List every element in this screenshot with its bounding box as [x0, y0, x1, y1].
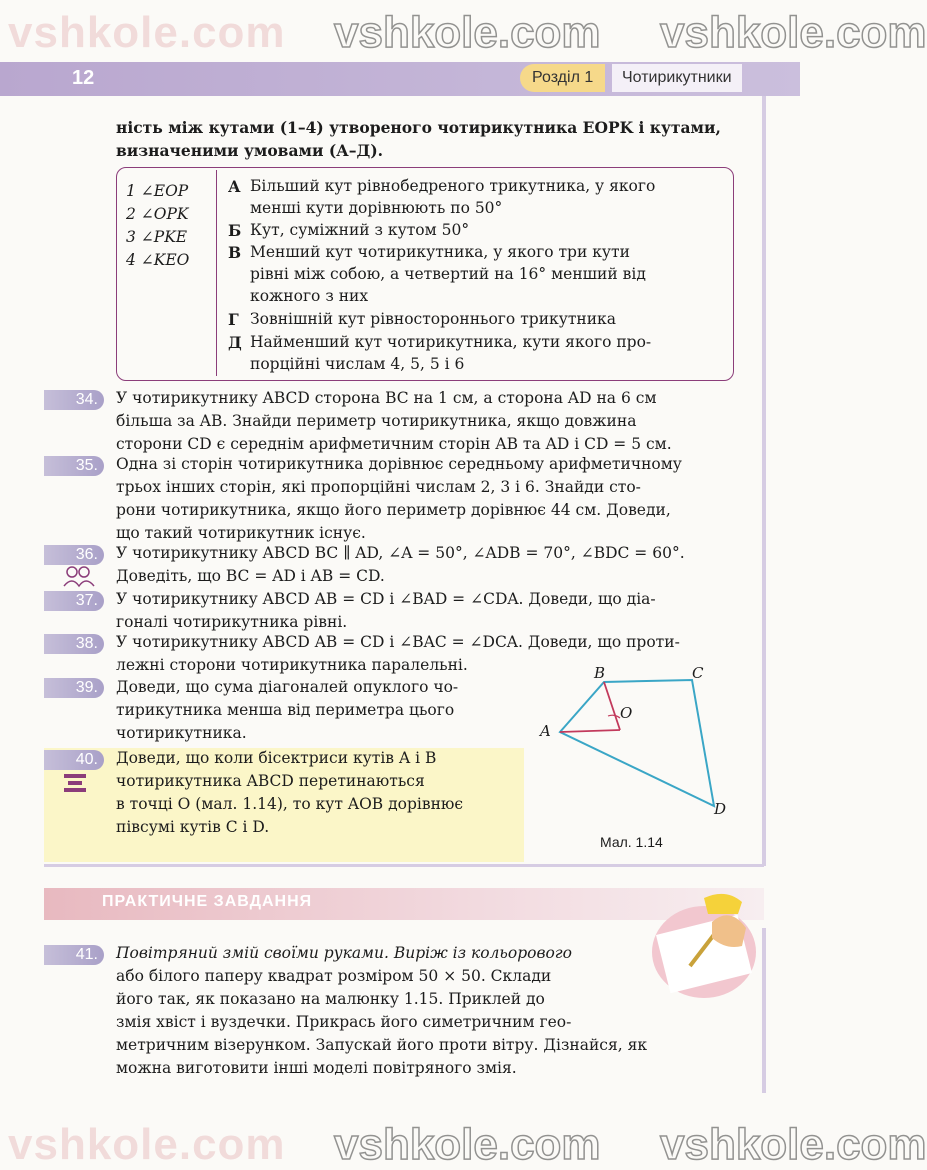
problem-number-34: 34.	[44, 390, 104, 410]
problem-40-line-4: півсумі кутів C і D.	[116, 818, 270, 836]
problem-40-line-1: Доведи, що коли бісектриси кутів A і B	[116, 749, 437, 767]
match-letter-b: Б	[228, 221, 242, 240]
problem-34-line-3: сторони CD є середнім арифметичним сторін AB та AD і CD = 5 см.	[116, 435, 672, 453]
problem-37-line-2: гоналі чотирикутника рівні.	[116, 613, 348, 631]
practical-line-1	[116, 942, 572, 965]
chapter-title: Чотирикутники	[612, 64, 742, 92]
figure-label-b: B	[594, 664, 606, 682]
bisector-b	[604, 682, 620, 730]
match-left-2: 2 ∠OPK	[126, 205, 189, 223]
bisector-a	[560, 730, 620, 732]
problem-34-line-2: більша за AB. Знайди периметр чотирикутника, якщо довжина	[116, 412, 637, 430]
match-a-line-2: менші кути дорівнюють по 50°	[250, 199, 503, 217]
page-number: 12	[72, 67, 95, 89]
practical-line-4: змія хвіст і вуздечки. Прикрась його симетричним гео-	[116, 1013, 572, 1031]
match-letter-v: В	[228, 243, 242, 262]
match-left-4: 4 ∠KEO	[126, 251, 190, 269]
watermark: vshkole.com	[334, 1120, 601, 1169]
figure-caption: Мал. 1.14	[600, 834, 663, 850]
problem-number-37: 37.	[44, 591, 104, 611]
problem-number-38: 38.	[44, 634, 104, 654]
figure-label-c: C	[692, 664, 704, 682]
match-left-3: 3 ∠PKE	[126, 228, 188, 246]
difficult-task-icon	[62, 772, 88, 794]
group-work-icon	[62, 564, 96, 588]
practical-line-2: або білого паперу квадрат розміром 50 × 50. Склади	[116, 967, 552, 985]
problem-35-line-1: Одна зі сторін чотирикутника дорівнює середньому арифметичному	[116, 455, 682, 473]
problem-34-line-1: У чотирикутнику ABCD сторона BC на 1 см, а сторона AD на 6 см	[116, 389, 657, 407]
match-v-line-1: Менший кут чотирикутника, у якого три кути	[250, 243, 630, 261]
angle-aob-arc	[608, 715, 620, 718]
margin-bar-lower	[762, 928, 766, 1093]
practical-line-3: його так, як показано на малюнку 1.15. Приклей до	[116, 990, 545, 1008]
problem-38-line-1: У чотирикутнику ABCD AB = CD і ∠BAC = ∠DCA. Доведи, що проти-	[116, 633, 680, 651]
match-g-line-1: Зовнішній кут рівностороннього трикутника	[250, 310, 616, 328]
hand-drawing-illustration	[646, 888, 758, 1004]
problem-36-line-2: Доведіть, що BC = AD і AB = CD.	[116, 567, 385, 585]
match-letter-a: А	[228, 177, 241, 196]
problem-number-35: 35.	[44, 456, 104, 476]
problem-35-line-2: трьох інших сторін, які пропорційні числам 2, 3 і 6. Знайди сто-	[116, 478, 641, 496]
problem-number-41: 41.	[44, 945, 104, 965]
watermark: vshkole.com	[334, 8, 601, 57]
figure-label-d: D	[714, 800, 727, 818]
problem-36-line-1: У чотирикутнику ABCD BC ∥ AD, ∠A = 50°, ∠ADB = 70°, ∠BDC = 60°.	[116, 544, 685, 562]
practical-task-title: ПРАКТИЧНЕ ЗАВДАННЯ	[102, 893, 313, 910]
margin-bar	[762, 96, 766, 866]
problem-35-line-4: що такий чотирикутник існує.	[116, 524, 366, 542]
match-a-line-1: Більший кут рівнобедреного трикутника, у якого	[250, 177, 656, 195]
figure-label-a: A	[540, 722, 551, 740]
problem-37-line-1: У чотирикутнику ABCD AB = CD і ∠BAD = ∠CDA. Доведи, що діа-	[116, 590, 656, 608]
problem-number-40: 40.	[44, 750, 104, 770]
problem-38-line-2: лежні сторони чотирикутника паралельні.	[116, 656, 468, 674]
problem-number-39: 39.	[44, 678, 104, 698]
match-v-line-3: кожного з них	[250, 287, 369, 305]
problem-39-line-1: Доведи, що сума діагоналей опуклого чо-	[116, 678, 459, 696]
problem-39-line-3: чотирикутника.	[116, 724, 247, 742]
match-d-line-1: Найменший кут чотирикутника, кути якого про-	[250, 333, 652, 351]
section-label: Розділ 1	[520, 64, 605, 92]
problem-40-line-3: в точці O (мал. 1.14), то кут AOB дорівнює	[116, 795, 464, 813]
quadrilateral-abcd	[560, 680, 714, 806]
intro-line-1: ність між кутами (1–4) утвореного чотирикутника EOPK і кутами,	[116, 118, 721, 137]
match-b-line-1: Кут, суміжний з кутом 50°	[250, 221, 470, 239]
match-letter-g: Г	[228, 310, 239, 329]
watermark: vshkole.com	[8, 8, 286, 57]
match-left-1: 1 ∠EOP	[126, 182, 189, 200]
practical-line-1-text: Повітряний змій своїми руками. Виріж із кольорового	[116, 944, 572, 962]
watermark: vshkole.com	[660, 8, 927, 57]
watermark: vshkole.com	[660, 1120, 927, 1169]
problem-35-line-3: рони чотирикутника, якщо його периметр дорівнює 44 см. Доведи,	[116, 501, 671, 519]
figure-label-o: O	[620, 704, 633, 722]
match-d-line-2: порційні числам 4, 5, 5 і 6	[250, 355, 465, 373]
intro-line-2: визначеними умовами (А–Д).	[116, 141, 384, 160]
watermark: vshkole.com	[8, 1120, 286, 1169]
problem-39-line-2: тирикутника менша від периметра цього	[116, 701, 455, 719]
match-letter-d: Д	[228, 333, 242, 352]
practical-line-6: можна виготовити інші моделі повітряного змія.	[116, 1059, 517, 1077]
problem-40-line-2: чотирикутника ABCD перетинаються	[116, 772, 425, 790]
matching-divider	[216, 170, 217, 376]
problem-number-36: 36.	[44, 545, 104, 565]
practical-line-5: метричним візерунком. Запускай його проти вітру. Дізнайся, як	[116, 1036, 648, 1054]
match-v-line-2: рівні між собою, а четвертий на 16° менший від	[250, 265, 646, 283]
section-divider	[44, 864, 764, 867]
